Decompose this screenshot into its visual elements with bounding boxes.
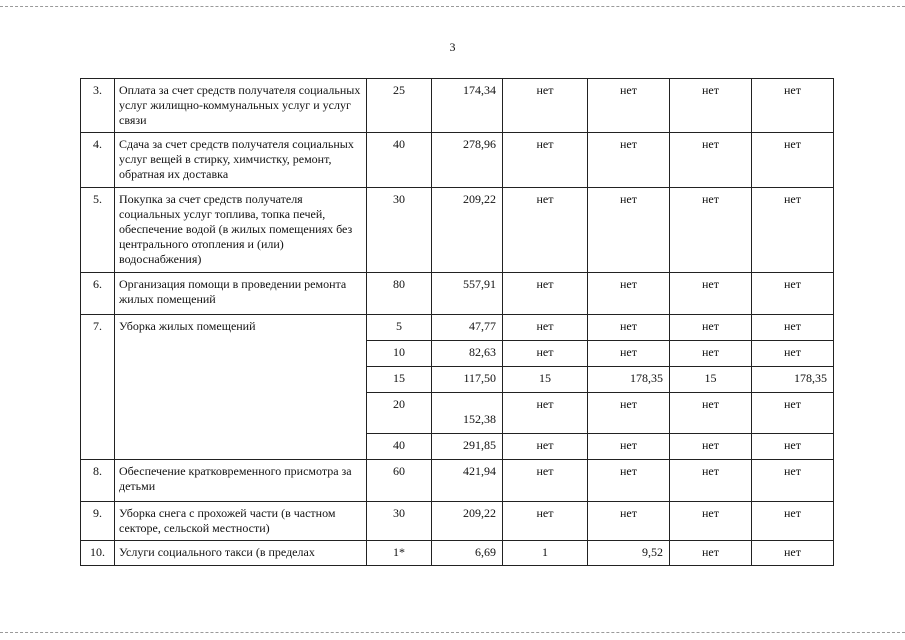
value-cell: нет — [588, 79, 670, 133]
qty-cell: 5 — [367, 315, 432, 341]
scan-edge-bottom — [0, 632, 905, 633]
qty-cell: 30 — [367, 188, 432, 273]
value-cell: нет — [503, 188, 588, 273]
service-name: Оплата за счет средств получателя социальных услуг жилищно-коммунальных услуг и услуг связи — [115, 79, 367, 133]
row-number: 5. — [81, 188, 115, 273]
value-cell: нет — [588, 188, 670, 273]
qty-cell: 10 — [367, 341, 432, 367]
price-cell: 278,96 — [432, 133, 503, 188]
row-number: 3. — [81, 79, 115, 133]
row-number: 6. — [81, 273, 115, 315]
value-cell: нет — [752, 541, 834, 566]
value-cell: нет — [588, 460, 670, 502]
scan-edge-top — [0, 6, 905, 7]
qty-cell: 25 — [367, 79, 432, 133]
value-cell: нет — [752, 341, 834, 367]
price-cell: 209,22 — [432, 188, 503, 273]
value-cell: нет — [670, 460, 752, 502]
price-cell: 82,63 — [432, 341, 503, 367]
row-number: 7. — [81, 315, 115, 460]
value-cell: нет — [752, 460, 834, 502]
service-name: Обеспечение кратковременного присмотра за детьми — [115, 460, 367, 502]
value-cell: нет — [503, 460, 588, 502]
value-cell: 15 — [670, 367, 752, 393]
value-cell: нет — [752, 393, 834, 434]
value-cell: нет — [752, 434, 834, 460]
row-number: 9. — [81, 502, 115, 541]
qty-cell: 1* — [367, 541, 432, 566]
table-row — [81, 460, 834, 502]
value-cell: нет — [670, 393, 752, 434]
value-cell: нет — [670, 133, 752, 188]
price-cell: 47,77 — [432, 315, 503, 341]
value-cell: нет — [503, 273, 588, 315]
value-cell: нет — [670, 434, 752, 460]
price-cell: 6,69 — [432, 541, 503, 566]
value-cell: нет — [752, 133, 834, 188]
value-cell: 15 — [503, 367, 588, 393]
value-cell: нет — [670, 315, 752, 341]
qty-cell: 40 — [367, 434, 432, 460]
value-cell: нет — [752, 502, 834, 541]
qty-cell: 20 — [367, 393, 432, 434]
service-name: Услуги социального такси (в пределах — [115, 541, 367, 566]
price-cell: 209,22 — [432, 502, 503, 541]
value-cell: 9,52 — [588, 541, 670, 566]
qty-cell: 15 — [367, 367, 432, 393]
value-cell: нет — [588, 502, 670, 541]
value-cell: нет — [588, 315, 670, 341]
table-row — [81, 502, 834, 541]
value-cell: нет — [588, 434, 670, 460]
value-cell: 178,35 — [588, 367, 670, 393]
table-row — [81, 133, 834, 188]
price-cell: 421,94 — [432, 460, 503, 502]
value-cell: нет — [670, 502, 752, 541]
qty-cell: 60 — [367, 460, 432, 502]
service-name: Сдача за счет средств получателя социальных услуг вещей в стирку, химчистку, ремонт, обратная их доставка — [115, 133, 367, 188]
value-cell: нет — [670, 188, 752, 273]
table-row — [81, 541, 834, 566]
page-number: 3 — [449, 40, 456, 54]
value-cell: нет — [670, 273, 752, 315]
table-row — [81, 273, 834, 315]
row-number: 8. — [81, 460, 115, 502]
table-row — [81, 79, 834, 133]
value-cell: нет — [503, 79, 588, 133]
value-cell: нет — [752, 188, 834, 273]
value-cell: нет — [588, 133, 670, 188]
value-cell: нет — [670, 79, 752, 133]
row-number: 4. — [81, 133, 115, 188]
value-cell: нет — [503, 434, 588, 460]
value-cell: нет — [752, 273, 834, 315]
value-cell: нет — [503, 133, 588, 188]
value-cell: нет — [503, 315, 588, 341]
value-cell: нет — [588, 273, 670, 315]
table-row — [81, 188, 834, 273]
value-cell: нет — [503, 502, 588, 541]
value-cell: 178,35 — [752, 367, 834, 393]
price-cell: 291,85 — [432, 434, 503, 460]
row-number: 10. — [81, 541, 115, 566]
price-cell: 152,38 — [432, 393, 503, 434]
value-cell: нет — [670, 541, 752, 566]
value-cell: 1 — [503, 541, 588, 566]
value-cell: нет — [503, 341, 588, 367]
service-name: Организация помощи в проведении ремонта жилых помещений — [115, 273, 367, 315]
price-cell: 174,34 — [432, 79, 503, 133]
price-cell: 117,50 — [432, 367, 503, 393]
service-name: Уборка жилых помещений — [115, 315, 367, 460]
value-cell: нет — [752, 315, 834, 341]
value-cell: нет — [670, 341, 752, 367]
services-table — [80, 78, 834, 566]
service-name: Покупка за счет средств получателя социальных услуг топлива, топка печей, обеспечение водой (в жилых помещениях без центрального отопления и (или) водоснабжения) — [115, 188, 367, 273]
value-cell: нет — [588, 393, 670, 434]
service-name: Уборка снега с прохожей части (в частном секторе, сельской местности) — [115, 502, 367, 541]
qty-cell: 80 — [367, 273, 432, 315]
table-row — [81, 315, 834, 341]
value-cell: нет — [503, 393, 588, 434]
price-cell: 557,91 — [432, 273, 503, 315]
value-cell: нет — [752, 79, 834, 133]
qty-cell: 40 — [367, 133, 432, 188]
value-cell: нет — [588, 341, 670, 367]
qty-cell: 30 — [367, 502, 432, 541]
